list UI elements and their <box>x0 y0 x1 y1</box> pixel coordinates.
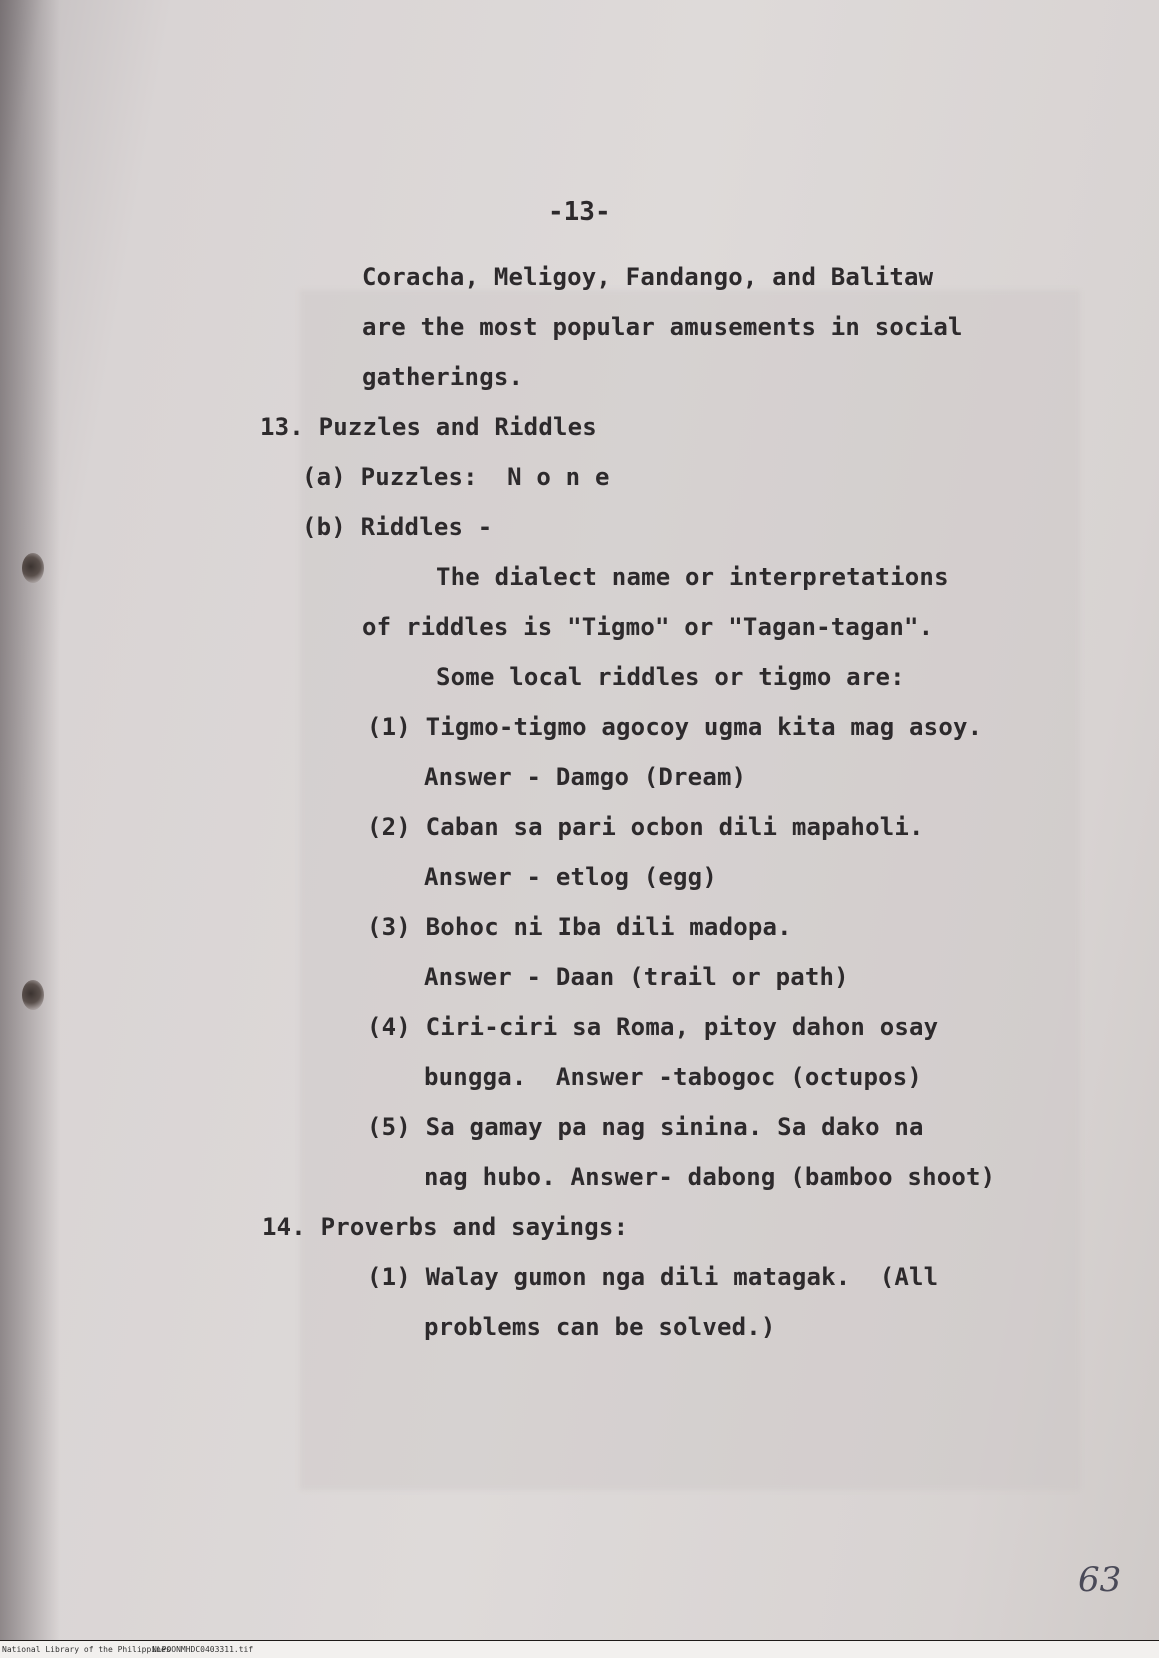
riddle-item: (3) Bohoc ni Iba dili madopa. <box>367 913 792 941</box>
text-line: (b) Riddles - <box>302 513 493 541</box>
riddle-answer: nag hubo. Answer- dabong (bamboo shoot) <box>424 1163 996 1191</box>
binding-hole-icon <box>22 553 44 583</box>
text-line: gatherings. <box>362 363 524 391</box>
riddle-answer: Answer - etlog (egg) <box>424 863 717 891</box>
text-line: Coracha, Meligoy, Fandango, and Balitaw <box>362 263 934 291</box>
text-line: of riddles is "Tigmo" or "Tagan-tagan". <box>362 613 934 641</box>
riddle-item: (2) Caban sa pari ocbon dili mapaholi. <box>367 813 924 841</box>
proverb-meaning: problems can be solved.) <box>424 1313 776 1341</box>
riddle-answer: Answer - Daan (trail or path) <box>424 963 849 991</box>
riddle-answer: bungga. Answer -tabogoc (octupos) <box>424 1063 923 1091</box>
section-heading: 13. Puzzles and Riddles <box>260 413 597 441</box>
footer-file-name: NLPOONMHDC0403311.tif <box>152 1645 254 1654</box>
footer-institution: National Library of the Philippines <box>2 1645 171 1654</box>
page-number: -13- <box>548 197 611 227</box>
riddle-item: (1) Tigmo-tigmo agocoy ugma kita mag asoy. <box>367 713 983 741</box>
text-line: The dialect name or interpretations <box>436 563 949 591</box>
text-line: are the most popular amusements in social <box>362 313 963 341</box>
handwritten-note: 63 <box>1078 1560 1122 1600</box>
section-heading: 14. Proverbs and sayings: <box>262 1213 629 1241</box>
scan-footer <box>0 1641 1159 1658</box>
riddle-answer: Answer - Damgo (Dream) <box>424 763 747 791</box>
proverb-item: (1) Walay gumon nga dili matagak. (All <box>367 1263 939 1291</box>
text-line: Some local riddles or tigmo are: <box>436 663 905 691</box>
text-line: (a) Puzzles: N o n e <box>302 463 610 491</box>
riddle-item: (5) Sa gamay pa nag sinina. Sa dako na <box>367 1113 924 1141</box>
binding-hole-icon <box>22 980 44 1010</box>
riddle-item: (4) Ciri-ciri sa Roma, pitoy dahon osay <box>367 1013 939 1041</box>
